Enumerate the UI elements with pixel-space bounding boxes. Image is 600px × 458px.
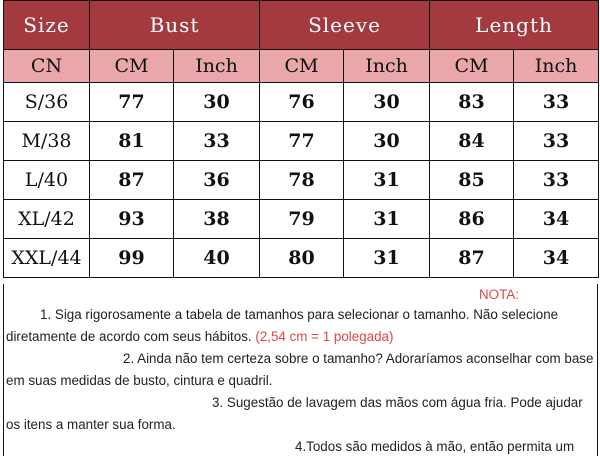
value-cell: 76 xyxy=(260,83,344,122)
table-row xyxy=(4,83,599,122)
value-cell: 86 xyxy=(430,200,514,239)
value-cell: 31 xyxy=(344,200,430,239)
value-cell: 87 xyxy=(90,161,174,200)
size-cell: XL/42 xyxy=(4,200,90,239)
note-1 xyxy=(6,304,594,348)
value-cell: 31 xyxy=(344,239,430,278)
value-cell: 78 xyxy=(260,161,344,200)
table-row xyxy=(4,200,599,239)
value-cell: 79 xyxy=(260,200,344,239)
value-cell: 33 xyxy=(514,161,599,200)
value-cell: 33 xyxy=(514,83,599,122)
value-cell: 77 xyxy=(90,83,174,122)
unit-conversion-note: (2,54 cm = 1 polegada) xyxy=(255,329,394,344)
value-cell: 77 xyxy=(260,122,344,161)
value-cell: 30 xyxy=(344,122,430,161)
size-cell: XXL/44 xyxy=(4,239,90,278)
value-cell: 83 xyxy=(430,83,514,122)
note-4: 4.Todos são medidos à mão, então permita um xyxy=(295,439,575,454)
value-cell: 84 xyxy=(430,122,514,161)
value-cell: 38 xyxy=(174,200,260,239)
size-table xyxy=(3,0,599,278)
value-cell: 33 xyxy=(174,122,260,161)
notes-section xyxy=(3,284,598,456)
size-chart xyxy=(3,0,598,456)
value-cell: 34 xyxy=(514,200,599,239)
value-cell: 99 xyxy=(90,239,174,278)
note-3: 3. Sugestão de lavagem das mãos com água fria. Pode ajudar os itens a manter sua forma. xyxy=(6,395,583,432)
value-cell: 80 xyxy=(260,239,344,278)
unit-label: Inch xyxy=(344,50,430,83)
value-cell: 40 xyxy=(174,239,260,278)
bust-header: Bust xyxy=(90,1,260,50)
unit-header-row xyxy=(4,50,599,83)
length-header: Length xyxy=(430,1,599,50)
value-cell: 93 xyxy=(90,200,174,239)
value-cell: 30 xyxy=(344,83,430,122)
value-cell: 87 xyxy=(430,239,514,278)
table-row xyxy=(4,122,599,161)
table-header-row xyxy=(4,1,599,50)
size-header: Size xyxy=(4,1,90,50)
value-cell: 30 xyxy=(174,83,260,122)
notes-title: NOTA: xyxy=(479,287,519,302)
value-cell: 36 xyxy=(174,161,260,200)
region-label: CN xyxy=(4,50,90,83)
value-cell: 81 xyxy=(90,122,174,161)
unit-label: CM xyxy=(260,50,344,83)
sleeve-header: Sleeve xyxy=(260,1,430,50)
value-cell: 85 xyxy=(430,161,514,200)
note-2: 2. Ainda não tem certeza sobre o tamanho? Adoraríamos aconselhar com base em suas medidas de busto, cintura e quadril. xyxy=(6,351,594,388)
unit-label: Inch xyxy=(174,50,260,83)
table-row xyxy=(4,239,599,278)
size-cell: M/38 xyxy=(4,122,90,161)
size-cell: S/36 xyxy=(4,83,90,122)
unit-label: CM xyxy=(430,50,514,83)
value-cell: 34 xyxy=(514,239,599,278)
unit-label: CM xyxy=(90,50,174,83)
table-row xyxy=(4,161,599,200)
size-cell: L/40 xyxy=(4,161,90,200)
unit-label: Inch xyxy=(514,50,599,83)
note-1-text: 1. Siga rigorosamente a tabela de tamanhos para selecionar o tamanho. Não selecione diretamente de acordo com seus hábitos. xyxy=(6,307,559,344)
value-cell: 31 xyxy=(344,161,430,200)
value-cell: 33 xyxy=(514,122,599,161)
